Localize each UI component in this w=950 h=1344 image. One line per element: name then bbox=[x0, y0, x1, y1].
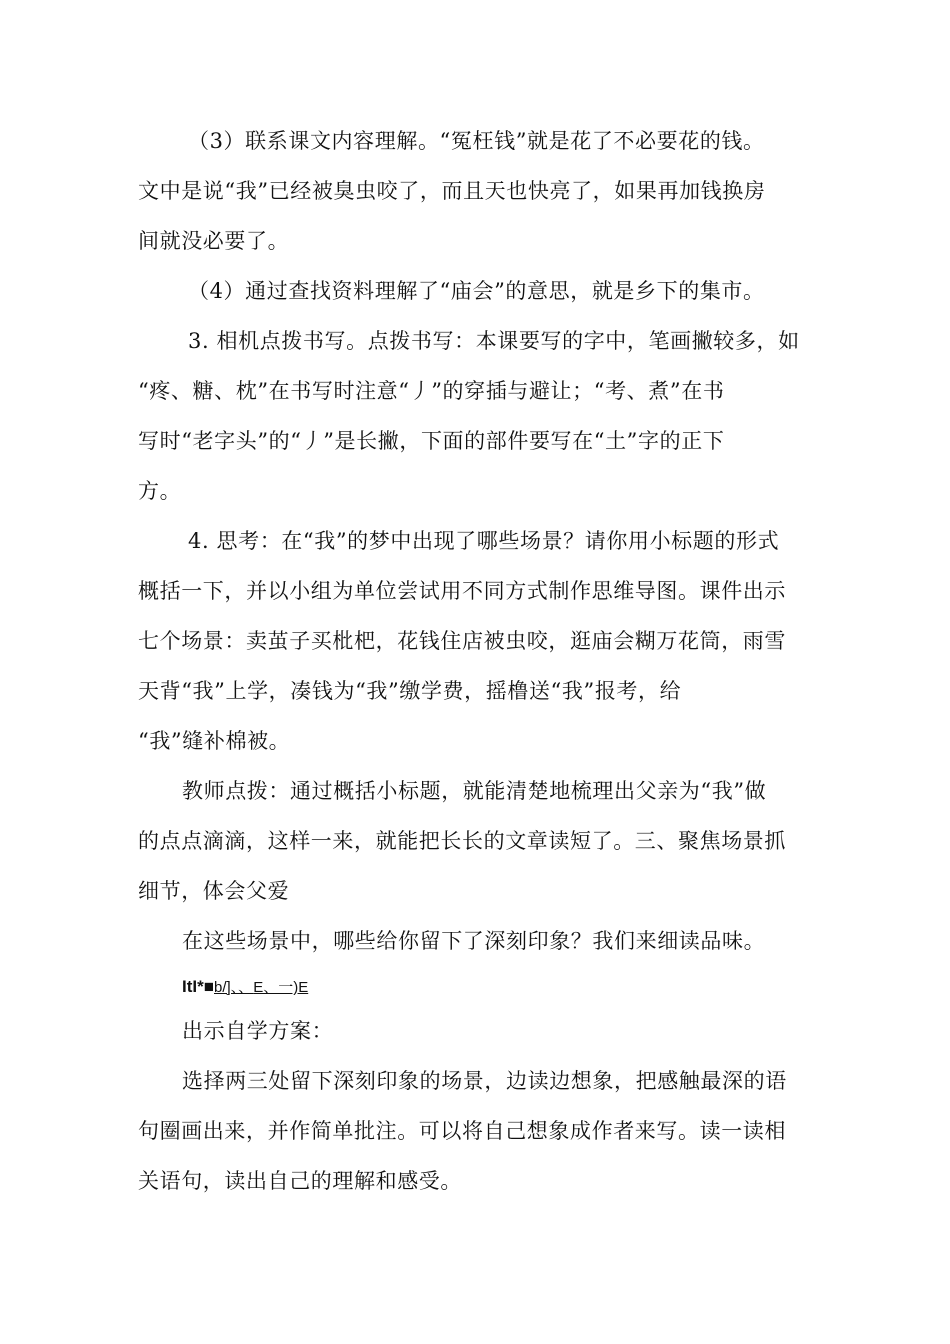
paragraph-line: 天背“我”上学，凑钱为“我”缴学费，摇橹送“我”报考，给 bbox=[138, 679, 682, 703]
paragraph-line: 方。 bbox=[138, 479, 182, 503]
paragraph-line: （3）联系课文内容理解。“冤枉钱”就是花了不必要花的钱。 bbox=[188, 129, 765, 153]
garbled-tail: Ε、一)Ε bbox=[253, 979, 309, 996]
paragraph-line: 细节，体会父爱 bbox=[138, 879, 290, 903]
paragraph-line: 在这些场景中，哪些给你留下了深刻印象？我们来细读品味。 bbox=[182, 929, 766, 953]
garbled-underlined: b/]、、 bbox=[214, 979, 254, 996]
paragraph-line: 文中是说“我”已经被臭虫咬了，而且天也快亮了，如果再加钱换房 bbox=[138, 179, 766, 203]
paragraph-line: 的点点滴滴，这样一来，就能把长长的文章读短了。三、聚焦场景抓 bbox=[138, 829, 786, 853]
paragraph-line: “疼、糖、枕”在书写时注意“丿”的穿插与避让；“考、煮”在书 bbox=[138, 379, 725, 403]
paragraph-line: 概括一下，并以小组为单位尝试用不同方式制作思维导图。课件出示 bbox=[138, 579, 786, 603]
paragraph-line: 七个场景：卖茧子买枇杷，花钱住店被虫咬，逛庙会糊万花筒，雨雪 bbox=[138, 629, 786, 653]
garbled-lead: ItI*■ bbox=[182, 977, 214, 996]
paragraph-line: 间就没必要了。 bbox=[138, 229, 290, 253]
paragraph-line: 选择两三处留下深刻印象的场景，边读边想象，把感触最深的语 bbox=[182, 1069, 787, 1093]
paragraph-line: 句圈画出来，并作简单批注。可以将自己想象成作者来写。读一读相 bbox=[138, 1119, 786, 1143]
paragraph-line: 教师点拨：通过概括小标题，就能清楚地梳理出父亲为“我”做 bbox=[182, 779, 767, 803]
paragraph-line: 出示自学方案： bbox=[182, 1019, 334, 1043]
garbled-text-line bbox=[182, 973, 308, 1002]
paragraph-line: 关语句，读出自己的理解和感受。 bbox=[138, 1169, 462, 1193]
paragraph-line: 3. 相机点拨书写。点拨书写：本课要写的字中，笔画撇较多，如 bbox=[188, 329, 800, 353]
paragraph-line: “我”缝补棉被。 bbox=[138, 729, 291, 753]
paragraph-line: 写时“老字头”的“丿”是长撇，下面的部件要写在“土”字的正下 bbox=[138, 429, 725, 453]
paragraph-line: 4. 思考：在“我”的梦中出现了哪些场景？请你用小标题的形式 bbox=[188, 529, 780, 553]
paragraph-line: （4）通过查找资料理解了“庙会”的意思，就是乡下的集市。 bbox=[188, 279, 765, 303]
